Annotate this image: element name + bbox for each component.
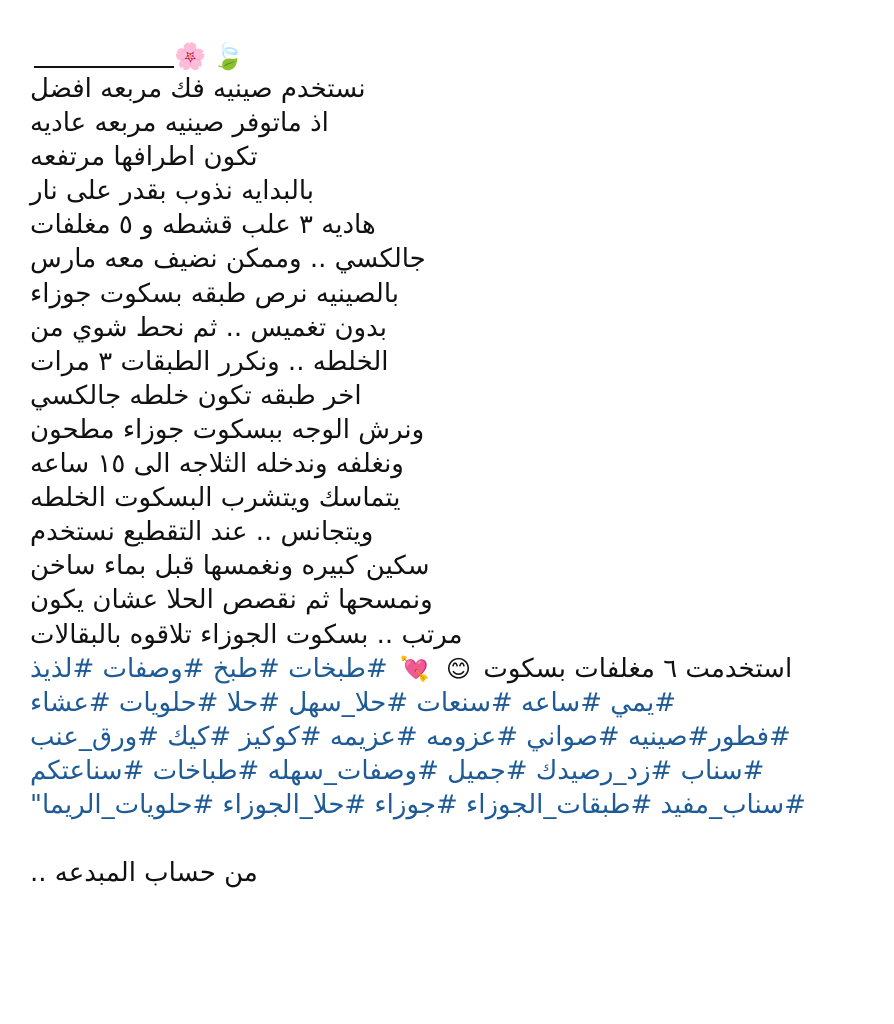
attribution-text: من حساب المبدعه .. (30, 858, 258, 889)
caption-note: استخدمت ٦ مغلفات بسكوت (483, 653, 793, 684)
recipe-line: الخلطه .. ونكرر الطبقات ٣ مرات (30, 346, 389, 377)
recipe-line: تكون اطرافها مرتفعه (30, 142, 258, 173)
recipe-line: نستخدم صينيه فك مربعه افضل (30, 74, 366, 104)
hashtag-line[interactable]: #سناب #زد_رصيدك #جميل #وصفات_سهله #طباخات #سناعتكم (30, 755, 765, 786)
hashtag-line[interactable]: #سناب_مفيد #طبقات_الجوزاء #جوزاء #حلا_الجوزاء #حلويات_الريما" (30, 789, 806, 820)
recipe-line: ويتجانس .. عند التقطيع نستخدم (30, 517, 374, 548)
hashtag-line[interactable]: #يمي #ساعه #سنعات #حلا_سهل #حلا #حلويات #عشاء (30, 687, 676, 718)
spacer (30, 822, 860, 856)
recipe-line: سكين كبيره ونغمسها قبل بماء ساخن (30, 551, 430, 582)
recipe-line: مرتب .. بسكوت الجوزاء تلاقوه بالبقالات (30, 619, 463, 650)
recipe-line: هاديه ٣ علب قشطه و ٥ مغلفات (30, 210, 376, 241)
hashtag-link[interactable]: #طبخات #طبخ #وصفات #لذيذ (30, 653, 388, 684)
recipe-line: اخر طبقه تكون خلطه جالكسي (30, 380, 362, 411)
recipe-line: بدون تغميس .. ثم نحط شوي من (30, 312, 387, 343)
recipe-line: ونمسحها ثم نقصص الحلا عشان يكون (30, 585, 433, 616)
divider-line (34, 66, 174, 68)
recipe-line: ونرش الوجه ببسكوت جوزاء مطحون (30, 414, 425, 445)
hashtag-mixed-line (30, 652, 860, 686)
caption-divider (34, 34, 245, 72)
heart-arrow-icon: 💘 (399, 654, 430, 683)
recipe-line: اذ ماتوفر صينيه مربعه عاديه (30, 108, 329, 139)
recipe-line: بالصينيه نرص طبقه بسكوت جوزاء (30, 278, 400, 309)
hashtag-line[interactable]: #فطور#صينيه #صواني #عزومه #عزيمه #كوكيز #كيك #ورق_عنب (30, 721, 791, 752)
smile-icon: 😊 (446, 654, 472, 683)
caption-text (30, 72, 860, 890)
hashtag-block (30, 686, 860, 822)
leaf-icon: 🍃 (212, 42, 245, 72)
recipe-line: يتماسك ويتشرب البسكوت الخلطه (30, 483, 401, 514)
recipe-line: بالبدايه نذوب بقدر على نار (30, 176, 315, 207)
recipe-line: جالكسي .. وممكن نضيف معه مارس (30, 244, 426, 275)
flower-icon: 🌸 (174, 42, 207, 72)
recipe-line: ونغلفه وندخله الثلاجه الى ١٥ ساعه (30, 449, 404, 480)
